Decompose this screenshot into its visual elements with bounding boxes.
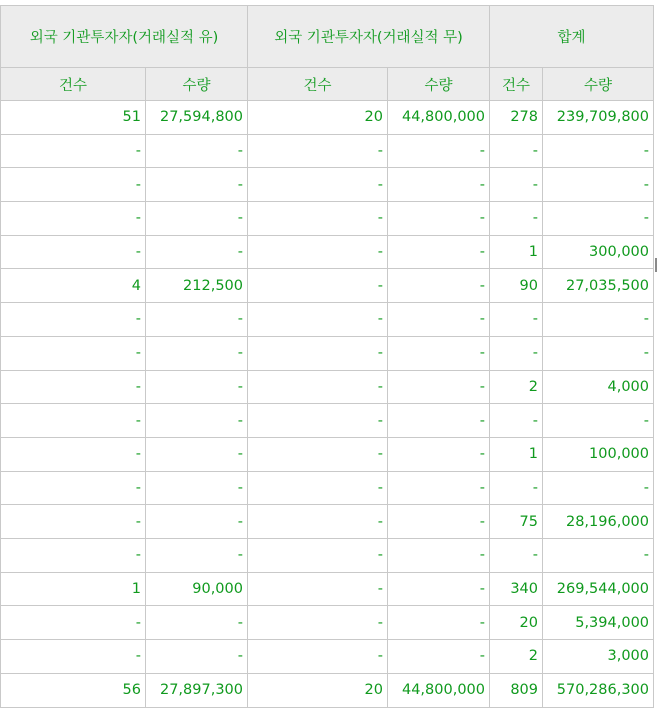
table-cell: - [146, 303, 248, 337]
table-cell: - [388, 606, 490, 640]
table-cell: - [248, 235, 388, 269]
table-cell: - [388, 134, 490, 168]
table-cell: 1 [490, 235, 543, 269]
table-cell: - [388, 303, 490, 337]
table-cell: - [388, 471, 490, 505]
table-cell: - [248, 437, 388, 471]
table-cell: - [543, 471, 654, 505]
table-cell: - [248, 269, 388, 303]
table-cell: - [388, 370, 490, 404]
table-cell: 28,196,000 [543, 505, 654, 539]
table-cell: 20 [248, 673, 388, 707]
table-cell: - [146, 202, 248, 236]
table-cell: - [1, 404, 146, 438]
table-cell: 27,897,300 [146, 673, 248, 707]
table-cell: - [388, 235, 490, 269]
table-cell: - [1, 606, 146, 640]
table-cell: 2 [490, 370, 543, 404]
table-row [1, 235, 654, 269]
table-cell: 90,000 [146, 572, 248, 606]
table-cell: - [1, 235, 146, 269]
table-row [1, 538, 654, 572]
table-cell: - [146, 134, 248, 168]
table-cell: - [1, 538, 146, 572]
table-row [1, 202, 654, 236]
table-row [1, 404, 654, 438]
table-cell: 100,000 [543, 437, 654, 471]
table-cell: 212,500 [146, 269, 248, 303]
table-row [1, 505, 654, 539]
table-cell: - [388, 168, 490, 202]
table-cell: 278 [490, 101, 543, 135]
table-cell: 56 [1, 673, 146, 707]
table-cell: - [543, 134, 654, 168]
table-cell: 300,000 [543, 235, 654, 269]
table-cell: - [146, 404, 248, 438]
table-cell: - [146, 606, 248, 640]
table-cell: - [248, 606, 388, 640]
table-cell: - [1, 640, 146, 674]
table-cell: 27,594,800 [146, 101, 248, 135]
header-foreign-with-trades: 외국 기관투자자(거래실적 유) [1, 6, 248, 68]
table-cell: - [248, 134, 388, 168]
table-cell: - [248, 505, 388, 539]
table-cell: - [248, 404, 388, 438]
table-cell: 3,000 [543, 640, 654, 674]
table-cell: 2 [490, 640, 543, 674]
table-cell: - [248, 572, 388, 606]
table-cell: - [1, 505, 146, 539]
table-cell: - [490, 303, 543, 337]
table-cell: 44,800,000 [388, 101, 490, 135]
table-cell: 44,800,000 [388, 673, 490, 707]
table-cell: - [388, 404, 490, 438]
table-cell: - [146, 505, 248, 539]
table-cell: - [248, 303, 388, 337]
table-row [1, 101, 654, 135]
table-cell: 20 [248, 101, 388, 135]
subheader-count: 건수 [248, 68, 388, 101]
table-cell: - [490, 336, 543, 370]
table-cell: - [388, 336, 490, 370]
table-cell: - [1, 168, 146, 202]
table-cell: - [248, 336, 388, 370]
table-cell: - [146, 336, 248, 370]
table-cell: - [543, 538, 654, 572]
table-row [1, 606, 654, 640]
table-cell: 75 [490, 505, 543, 539]
table-cell: - [388, 202, 490, 236]
table-cell: 1 [1, 572, 146, 606]
table-cell: - [1, 437, 146, 471]
table-row [1, 336, 654, 370]
scroll-edge-marker [655, 258, 657, 272]
table-cell: - [146, 437, 248, 471]
table-cell: - [543, 303, 654, 337]
table-row [1, 303, 654, 337]
table-cell: - [388, 437, 490, 471]
table-cell: - [248, 640, 388, 674]
table-cell: 269,544,000 [543, 572, 654, 606]
table-cell: - [1, 303, 146, 337]
table-cell: 27,035,500 [543, 269, 654, 303]
table-cell: 5,394,000 [543, 606, 654, 640]
table-row [1, 168, 654, 202]
table-row [1, 269, 654, 303]
table-cell: - [1, 134, 146, 168]
table-cell: - [1, 370, 146, 404]
table-cell: - [388, 269, 490, 303]
investor-table [0, 5, 654, 708]
table-cell: 239,709,800 [543, 101, 654, 135]
table-cell: - [248, 370, 388, 404]
table-cell: 51 [1, 101, 146, 135]
table-cell: - [146, 370, 248, 404]
table-cell: 4,000 [543, 370, 654, 404]
table-cell: - [388, 505, 490, 539]
table-cell: 90 [490, 269, 543, 303]
table-row [1, 572, 654, 606]
table-cell: - [248, 471, 388, 505]
subheader-quantity: 수량 [543, 68, 654, 101]
table-cell: 809 [490, 673, 543, 707]
table-cell: - [146, 168, 248, 202]
header-total: 합계 [490, 6, 654, 68]
table-cell: - [543, 168, 654, 202]
table-row [1, 437, 654, 471]
table-row [1, 471, 654, 505]
subheader-quantity: 수량 [146, 68, 248, 101]
table-cell: - [1, 471, 146, 505]
subheader-count: 건수 [1, 68, 146, 101]
table-cell: 570,286,300 [543, 673, 654, 707]
table-cell: - [543, 404, 654, 438]
table-cell: - [490, 202, 543, 236]
subheader-count: 건수 [490, 68, 543, 101]
table-cell: - [490, 168, 543, 202]
table-cell: - [388, 572, 490, 606]
table-cell: - [146, 538, 248, 572]
header-foreign-without-trades: 외국 기관투자자(거래실적 무) [248, 6, 490, 68]
total-row [1, 673, 654, 707]
table-cell: - [490, 471, 543, 505]
table-cell: - [248, 538, 388, 572]
table-cell: - [490, 404, 543, 438]
table-cell: 340 [490, 572, 543, 606]
table-row [1, 640, 654, 674]
table-cell: - [543, 336, 654, 370]
table-cell: - [388, 640, 490, 674]
table-cell: - [146, 471, 248, 505]
table-cell: - [146, 235, 248, 269]
table-cell: - [1, 336, 146, 370]
table-cell: 4 [1, 269, 146, 303]
subheader-quantity: 수량 [388, 68, 490, 101]
table-cell: - [388, 538, 490, 572]
table-cell: - [248, 168, 388, 202]
table-cell: 1 [490, 437, 543, 471]
table-cell: - [543, 202, 654, 236]
table-cell: 20 [490, 606, 543, 640]
table-cell: - [146, 640, 248, 674]
table-row [1, 134, 654, 168]
table-cell: - [490, 538, 543, 572]
table-cell: - [248, 202, 388, 236]
table-cell: - [490, 134, 543, 168]
table-cell: - [1, 202, 146, 236]
table-body [1, 101, 654, 708]
table-row [1, 370, 654, 404]
